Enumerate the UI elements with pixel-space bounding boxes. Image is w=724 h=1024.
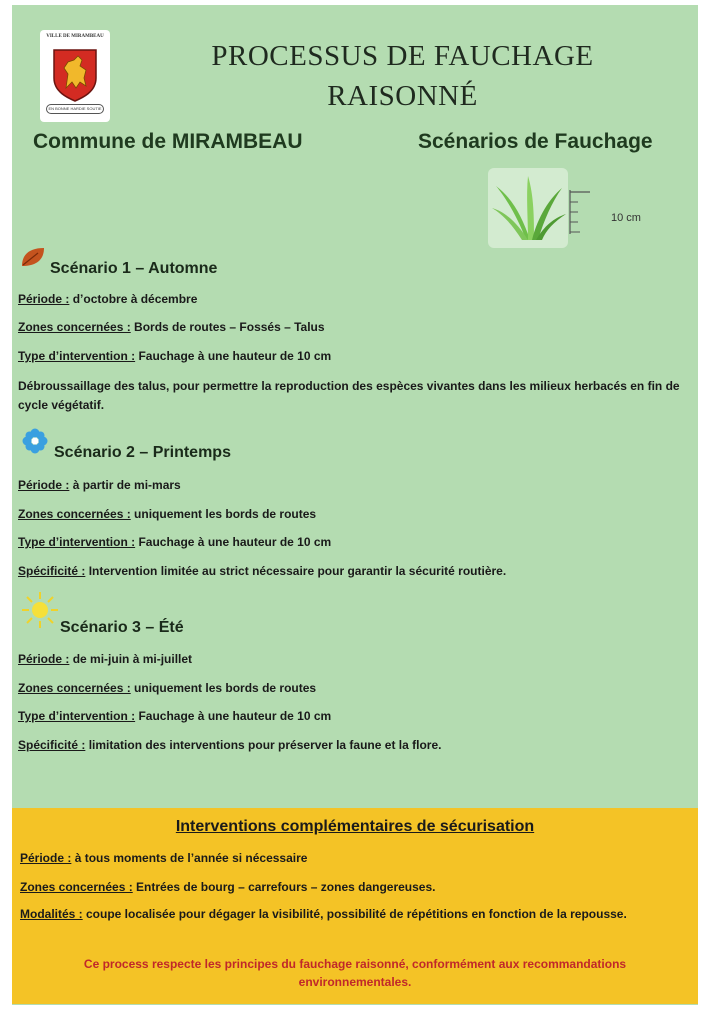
scenario-3-specificite: Spécificité : limitation des interventions pour préserver la faune et la flore. [18, 738, 442, 752]
scenario-1-zones: Zones concernées : Bords de routes – Fossés – Talus [18, 320, 325, 334]
crest-motto: EN BONNE HARDIE SOUTIE [46, 104, 104, 114]
complementary-title: Interventions complémentaires de sécurisation [175, 818, 535, 835]
scenario-2-periode: Période : à partir de mi-mars [18, 478, 181, 492]
sun-icon [20, 590, 60, 630]
ruler-icon [566, 188, 592, 236]
compliance-note: Ce process respecte les principes du fauchage raisonné, conformément aux recommandations environnementales. [83, 957, 627, 989]
scenario-3-title: Scénario 3 – Été [60, 619, 184, 636]
scenarios-heading: Scénarios de Fauchage [418, 130, 653, 153]
scenario-1-type: Type d’intervention : Fauchage à une hauteur de 10 cm [18, 349, 332, 363]
scenario-2-title: Scénario 2 – Printemps [54, 444, 231, 461]
scenario-2-type: Type d’intervention : Fauchage à une hauteur de 10 cm [18, 535, 332, 549]
crest-town-name: VILLE DE MIRAMBEAU [46, 34, 104, 39]
scenario-3-type: Type d’intervention : Fauchage à une hauteur de 10 cm [18, 709, 332, 723]
page-title [150, 36, 655, 116]
height-label: 10 cm [611, 212, 641, 224]
town-crest-logo [40, 30, 110, 122]
title-line-2: RAISONNÉ [327, 80, 478, 112]
commune-heading: Commune de MIRAMBEAU [33, 130, 303, 153]
scenario-1-periode: Période : d’octobre à décembre [18, 292, 198, 306]
scenario-1-title: Scénario 1 – Automne [50, 260, 218, 277]
complementary-zones: Zones concernées : Entrées de bourg – carrefours – zones dangereuses. [20, 880, 436, 894]
shield-icon [52, 48, 98, 102]
scenario-2-specificite: Spécificité : Intervention limitée au strict nécessaire pour garantir la sécurité routière. [18, 564, 507, 578]
leaf-icon [20, 246, 46, 268]
grass-illustration [488, 168, 568, 248]
flower-icon [22, 428, 48, 454]
complementary-modalites: Modalités : coupe localisée pour dégager la visibilité, possibilité de répétitions en fonction de la repousse. [20, 907, 627, 921]
scenario-1-description: Débroussaillage des talus, pour permettre la reproduction des espèces vivantes dans les milieux herbacés en fin de cycle végétatif. [18, 379, 680, 412]
title-line-1: PROCESSUS DE FAUCHAGE [211, 40, 594, 72]
scenario-3-zones: Zones concernées : uniquement les bords de routes [18, 681, 317, 695]
complementary-box [12, 808, 698, 1004]
scenario-2-zones: Zones concernées : uniquement les bords de routes [18, 507, 317, 521]
grass-icon [488, 168, 568, 248]
complementary-periode: Période : à tous moments de l’année si nécessaire [20, 851, 308, 865]
scenario-3-periode: Période : de mi-juin à mi-juillet [18, 652, 193, 666]
